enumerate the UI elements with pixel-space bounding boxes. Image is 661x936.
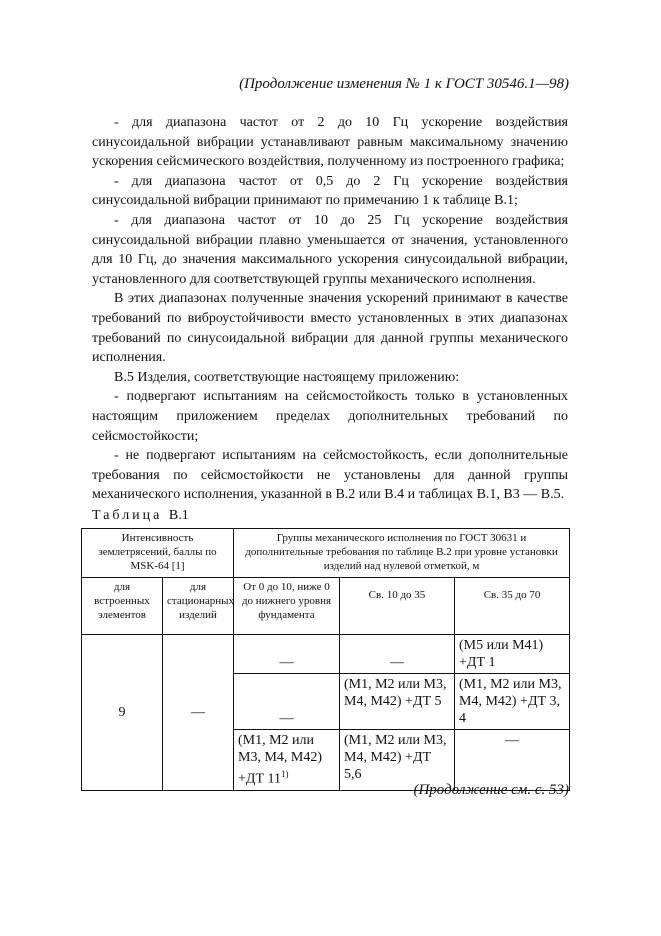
header-groups: Группы механического исполнения по ГОСТ 30631 и дополнительные требования по таблице В.2 при уровне установки изделий над нулевой отметкой, м xyxy=(234,529,570,578)
paragraph: - для диапазона частот от 0,5 до 2 Гц ускорение воздействия синусоидальной вибрации принимают по примечанию 1 к таблице В.1; xyxy=(92,173,568,209)
paragraph: - для диапазона частот от 2 до 10 Гц ускорение воздействия синусоидальной вибрации устанавливают равным максимальному значению ускорения сейсмического воздействия, полученному из построенного графика; xyxy=(92,115,568,170)
col-stationary: для стационарных изделий xyxy=(163,578,234,635)
table-cell: (М1, М2 или М3, М4, М42) +ДТ 5,6 xyxy=(340,730,455,791)
paragraph: - для диапазона частот от 10 до 25 Гц ускорение воздействия синусоидальной вибрации плавно уменьшается от значения, установленного для 10 Гц, до значения максимального ускорения синусоидальной вибрации, установленного для соответствующей группы механического исполнения. xyxy=(92,212,568,287)
table-caption-word: Таблица xyxy=(92,508,163,523)
table-header-row xyxy=(82,529,570,578)
paragraph: - подвергают испытаниям на сейсмостойкость только в установленных настоящим приложением пределах дополнительных требований по сейсмостойкости; xyxy=(92,389,568,444)
header-intensity: Интенсивность землетрясений, баллы по MSK-64 [1] xyxy=(82,529,234,578)
continuation-footer: (Продолжение см. с. 53) xyxy=(413,782,569,798)
seismic-table xyxy=(81,528,570,791)
table-cell: — xyxy=(234,635,340,674)
paragraph: В этих диапазонах полученные значения ускорений принимают в качестве требований по виброустойчивости вместо установленных в этих диапазонах требований по синусоидальной вибрации для данной группы механического исполнения. xyxy=(92,291,568,366)
table-cell xyxy=(234,730,340,791)
table-row xyxy=(82,635,570,674)
table-cell: — xyxy=(234,674,340,730)
body-text xyxy=(92,113,568,505)
footnote-marker: 1) xyxy=(280,769,289,779)
table-cell: (М1, М2 или М3, М4, М42) +ДТ 3, 4 xyxy=(455,674,570,730)
paragraph: - не подвергают испытаниям на сейсмостойкость, если дополнительные требования по сейсмостойкости не установлены для данной группы механического исполнения, указанной в В.2 или В.4 и таблицах В.1, В3 — В.5. xyxy=(92,448,568,503)
paragraph: В.5 Изделия, соответствующие настоящему приложению: xyxy=(114,369,460,385)
table-subheader-row xyxy=(82,578,570,635)
table-cell-text: (М1, М2 или М3, М4, М42) +ДТ 11 xyxy=(238,733,323,787)
intensity-value: 9 xyxy=(82,635,163,791)
table-cell: (М5 или М41) +ДТ 1 xyxy=(455,635,570,674)
stationary-value: — xyxy=(163,635,234,791)
table-cell: — xyxy=(340,635,455,674)
table-caption-number: В.1 xyxy=(168,508,189,523)
col-level-10-35: Св. 10 до 35 xyxy=(340,578,455,635)
table-cell: — xyxy=(455,730,570,791)
table-caption xyxy=(92,508,189,524)
table-cell: (М1, М2 или М3, М4, М42) +ДТ 5 xyxy=(340,674,455,730)
col-level-35-70: Св. 35 до 70 xyxy=(455,578,570,635)
continuation-header: (Продолжение изменения № 1 к ГОСТ 30546.1—98) xyxy=(239,76,569,92)
col-builtin: для встроенных элементов xyxy=(82,578,163,635)
col-level-0-10: От 0 до 10, ниже 0 до нижнего уровня фундамента xyxy=(234,578,340,635)
